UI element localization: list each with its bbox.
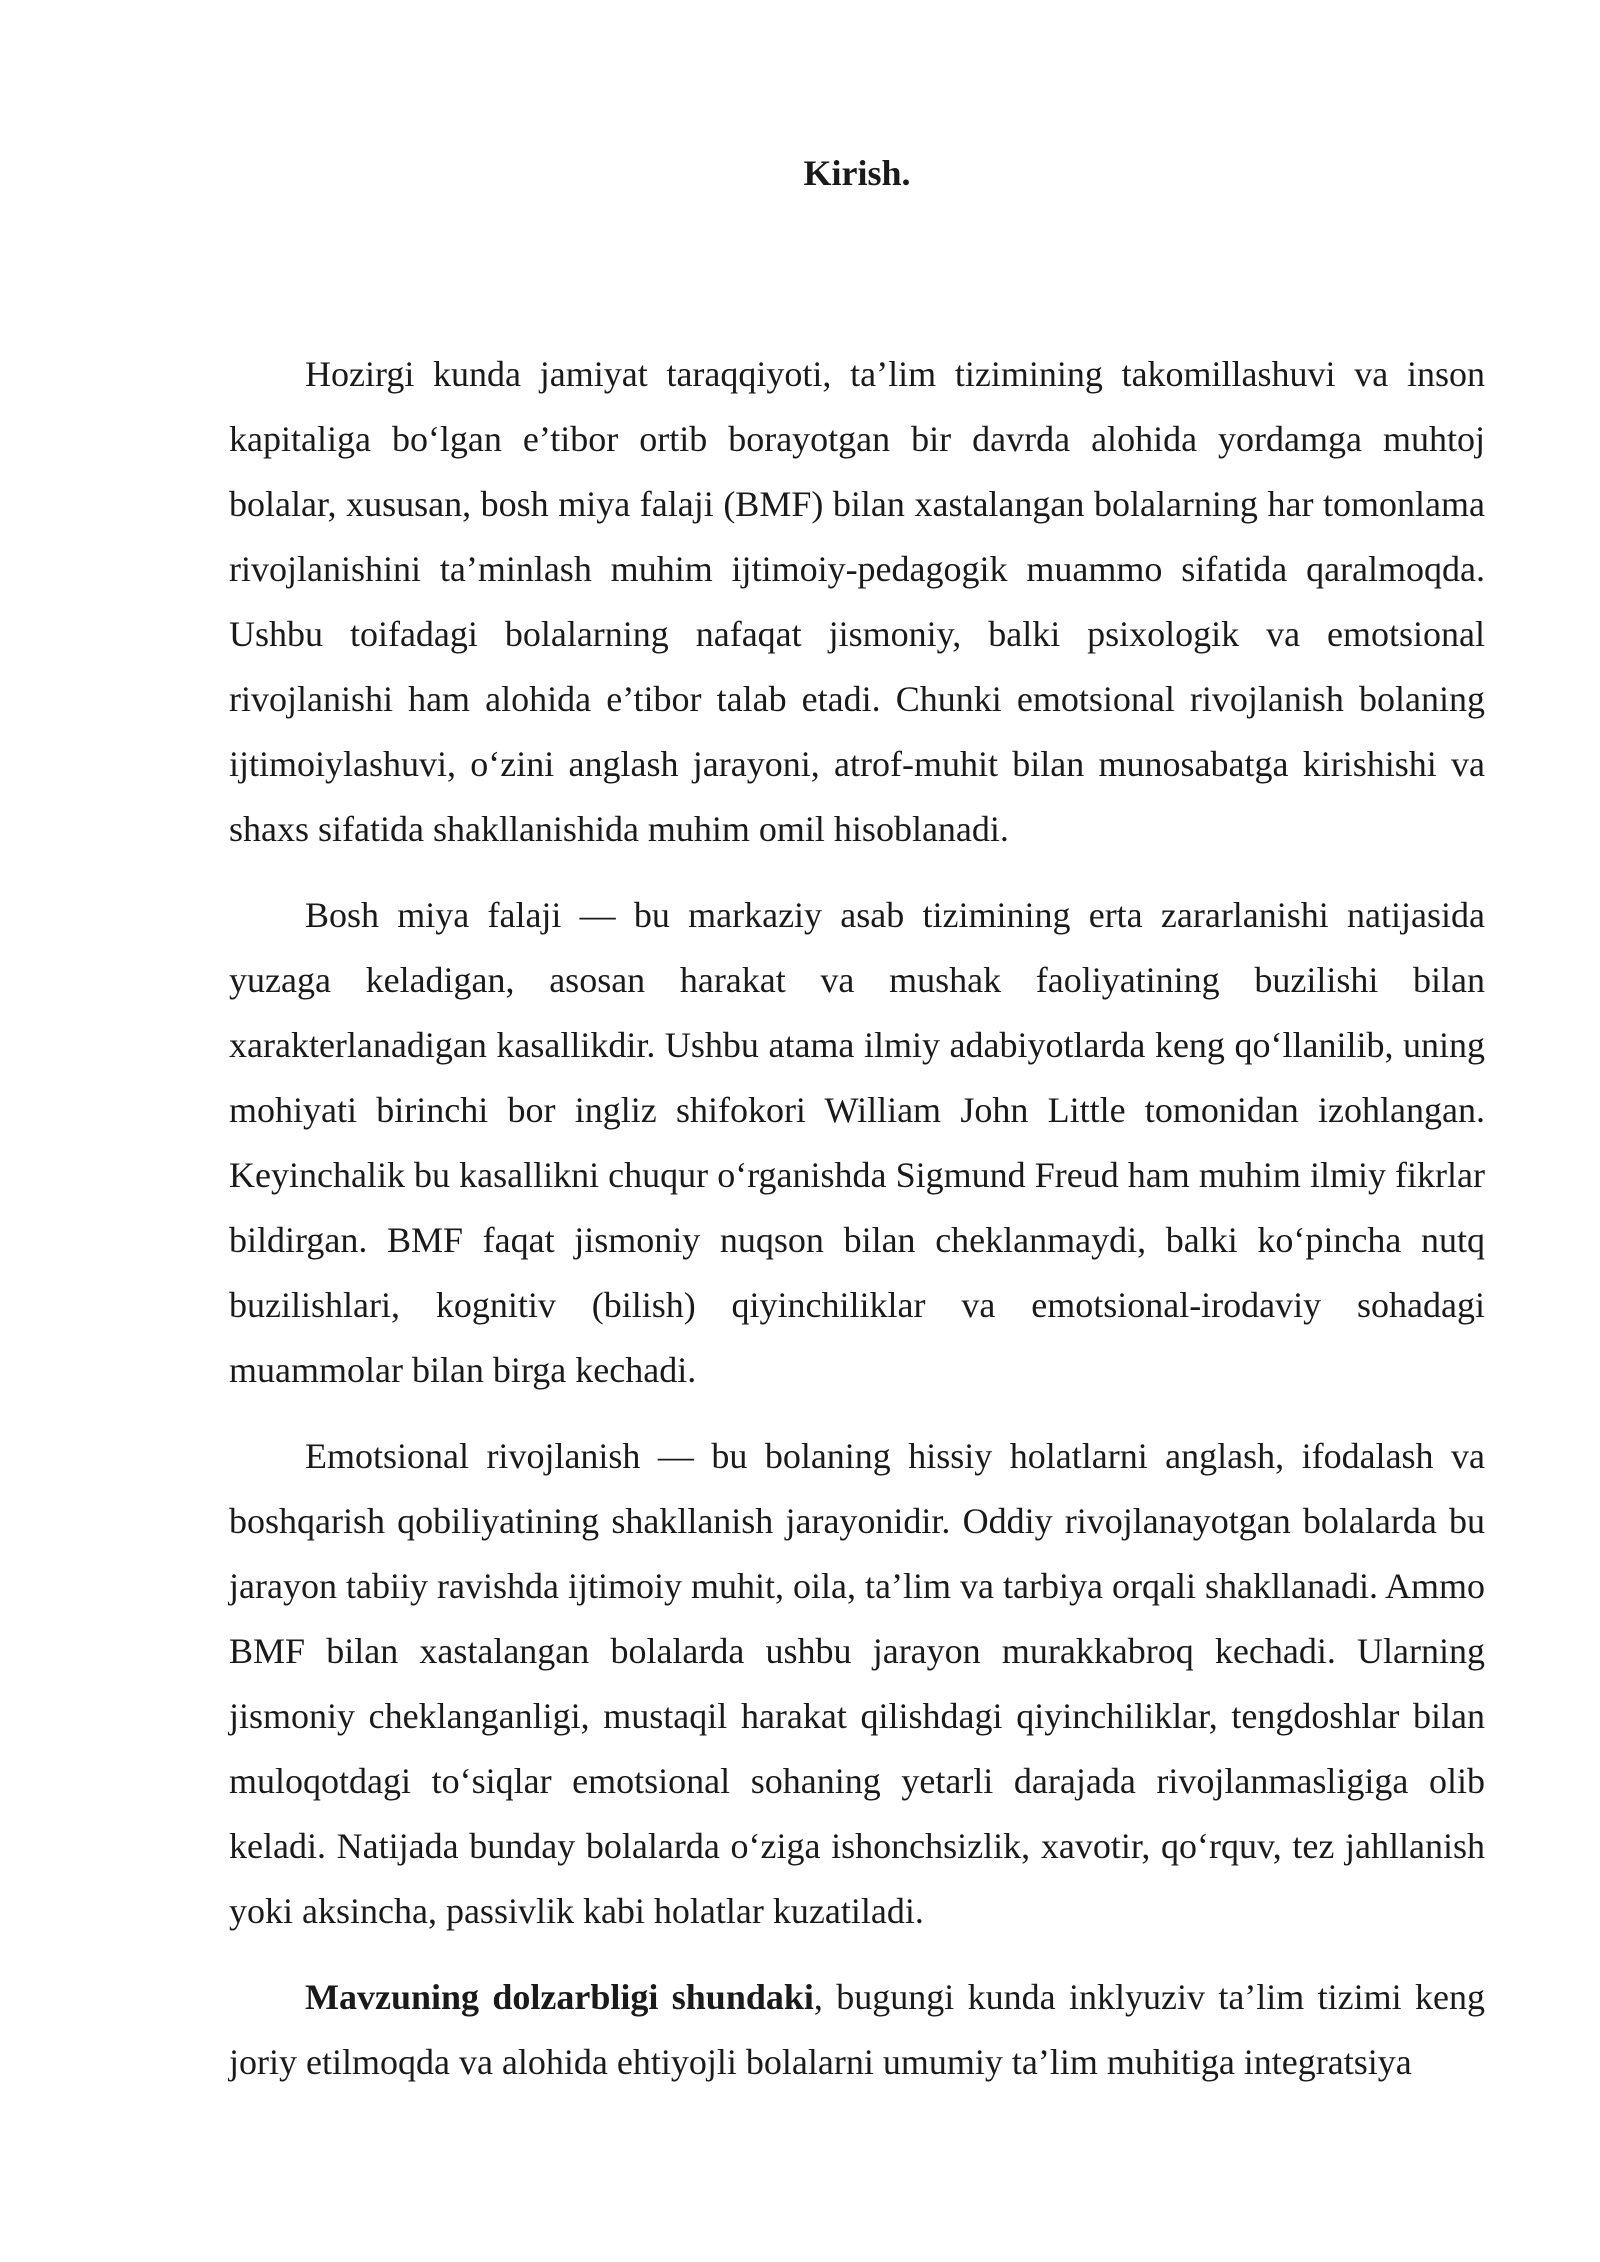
paragraph-4-text: , bugungi kunda inklyuziv ta’lim tizimi keng joriy etilmoqda va alohida ehtiyojli bolalarni umumiy ta’lim muhitiga integratsiya bbox=[229, 1977, 1485, 2082]
paragraph-2: Bosh miya falaji — bu markaziy asab tizimining erta zararlanishi natijasida yuzaga keladigan, asosan harakat va mushak faoliyatining buzilishi bilan xarakterlanadigan kasallikdir. Ushbu atama ilmiy adabiyotlarda keng qo‘llanilib, uning mohiyati birinchi bor ingliz shifokori William John Little tomonidan izohlangan. Keyinchalik bu kasallikni chuqur o‘rganishda Sigmund Freud ham muhim ilmiy fikrlar bildirgan. BMF faqat jismoniy nuqson bilan cheklanmaydi, balki ko‘pincha nutq buzilishlari, kognitiv (bilish) qiyinchiliklar va emotsional-irodaviy sohadagi muammolar bilan birga kechadi. bbox=[229, 895, 1485, 1390]
paragraph-4-bold-lead: Mavzuning dolzarbligi shundaki bbox=[305, 1977, 814, 2017]
paragraph-1: Hozirgi kunda jamiyat taraqqiyoti, ta’lim tizimining takomillashuvi va inson kapitaliga bo‘lgan e’tibor ortib borayotgan bir davrda alohida yordamga muhtoj bolalar, xususan, bosh miya falaji (BMF) bilan xastalangan bolalarning har tomonlama rivojlanishini ta’minlash muhim ijtimoiy-pedagogik muammo sifatida qaralmoqda. Ushbu toifadagi bolalarning nafaqat jismoniy, balki psixologik va emotsional rivojlanishi ham alohida e’tibor talab etadi. Chunki emotsional rivojlanish bolaning ijtimoiylashuvi, o‘zini anglash jarayoni, atrof-muhit bilan munosabatga kirishishi va shaxs sifatida shakllanishida muhim omil hisoblanadi. bbox=[229, 354, 1485, 849]
paragraph-3: Emotsional rivojlanish — bu bolaning hissiy holatlarni anglash, ifodalash va boshqarish qobiliyatining shakllanish jarayonidir. Oddiy rivojlanayotgan bolalarda bu jarayon tabiiy ravishda ijtimoiy muhit, oila, ta’lim va tarbiya orqali shakllanadi. Ammo BMF bilan xastalangan bolalarda ushbu jarayon murakkabroq kechadi. Ularning jismoniy cheklanganligi, mustaqil harakat qilishdagi qiyinchiliklar, tengdoshlar bilan muloqotdagi to‘siqlar emotsional sohaning yetarli darajada rivojlanmasligiga olib keladi. Natijada bunday bolalarda o‘ziga ishonchsizlik, xavotir, qo‘rquv, tez jahllanish yoki aksincha, passivlik kabi holatlar kuzatiladi. bbox=[229, 1436, 1485, 1931]
document-page bbox=[229, 148, 1485, 2116]
paragraph-4 bbox=[229, 1965, 1485, 2095]
document-title: Kirish. bbox=[803, 153, 911, 193]
